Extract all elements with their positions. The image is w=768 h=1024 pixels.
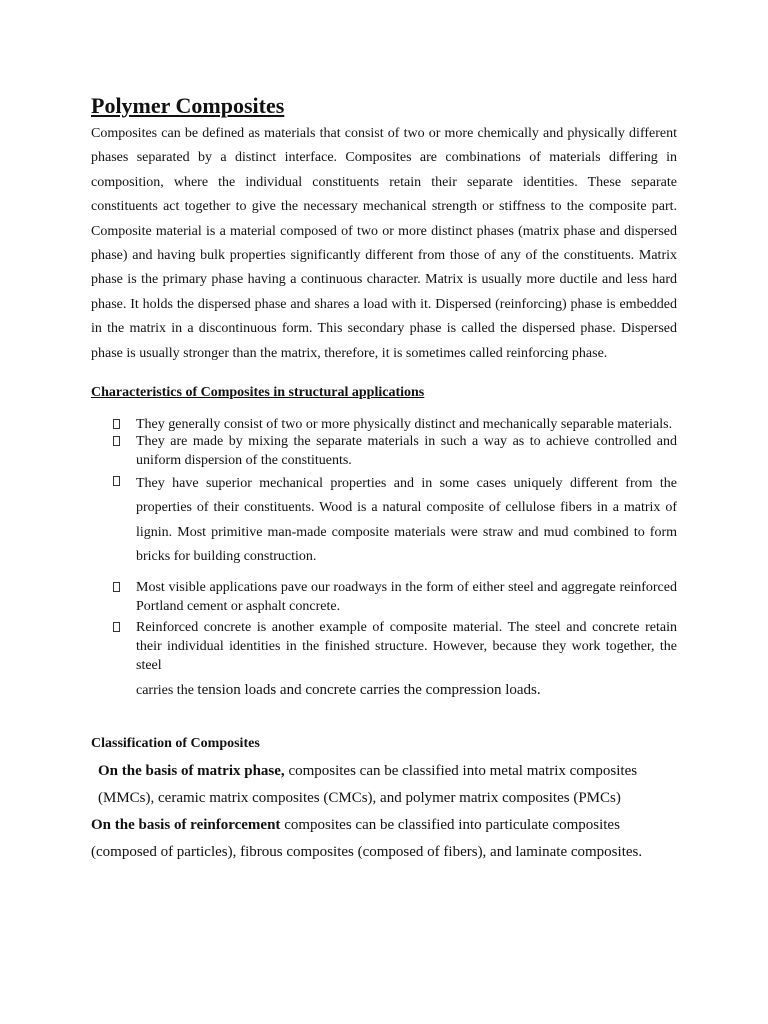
list-item-text: Reinforced concrete is another example of composite material. The steel and concrete retain their individual identities in the finished structure. However, because they work together, the steel	[136, 619, 677, 673]
reinforcement-text: composites can be classified into particulate composites (composed of particles), fibrous composites (composed of fibers), and laminate composites.	[91, 816, 643, 860]
classification-heading: Classification of Composites	[91, 735, 260, 751]
list-item	[91, 578, 677, 616]
list-item-tail-b: tension loads and concrete carries the compression loads.	[197, 681, 541, 698]
page-title: Polymer Composites	[91, 93, 285, 118]
list-item-text: They have superior mechanical properties and in some cases uniquely different from the properties of their constituents. Wood is a natural composite of cellulose fibers in a matrix of lignin. Most primitive man-made composite materials were straw and mud combined to form bricks for building construction.	[136, 476, 677, 565]
document-page	[91, 92, 677, 866]
reinforcement-label: On the basis of reinforcement	[91, 816, 281, 833]
list-item	[91, 472, 677, 570]
matrix-label: On the basis of matrix phase,	[98, 762, 285, 779]
matrix-paragraph	[91, 758, 677, 812]
characteristics-list	[91, 415, 677, 700]
bullet-box-icon	[113, 582, 120, 592]
list-item	[91, 618, 677, 700]
bullet-box-icon	[113, 419, 120, 429]
matrix-text: composites can be classified into metal matrix composites (MMCs), ceramic matrix composites (CMCs), and polymer matrix composites (PMCs)	[98, 762, 638, 806]
list-item-text: They are made by mixing the separate materials in such a way as to achieve controlled and uniform dispersion of the constituents.	[136, 434, 677, 469]
bullet-box-icon	[113, 622, 120, 632]
list-item	[91, 432, 677, 470]
characteristics-heading: Characteristics of Composites in structural applications	[91, 385, 425, 401]
list-item-tail-a: carries the	[136, 682, 198, 698]
list-item-text: Most visible applications pave our roadways in the form of either steel and aggregate reinforced Portland cement or asphalt concrete.	[136, 579, 677, 614]
intro-paragraph: Composites can be defined as materials that consist of two or more chemically and physically different phases separated by a distinct interface. Composites are combinations of materials differing in composition, where the individual constituents retain their separate identities. These separate constituents act together to give the necessary mechanical strength or stiffness to the composite part. Composite material is a material composed of two or more distinct phases (matrix phase and dispersed phase) and having bulk properties significantly different from those of any of the constituents. Matrix phase is the primary phase having a continuous character. Matrix is usually more ductile and less hard phase. It holds the dispersed phase and shares a load with it. Dispersed (reinforcing) phase is embedded in the matrix in a discontinuous form. This secondary phase is called the dispersed phase. Dispersed phase is usually stronger than the matrix, therefore, it is sometimes called reinforcing phase.	[91, 126, 677, 361]
bullet-box-icon	[113, 476, 120, 486]
list-item-text: They generally consist of two or more physically distinct and mechanically separable materials.	[136, 417, 673, 433]
bullet-box-icon	[113, 436, 120, 446]
reinforcement-paragraph	[91, 812, 677, 866]
list-item-continuation	[136, 681, 677, 700]
